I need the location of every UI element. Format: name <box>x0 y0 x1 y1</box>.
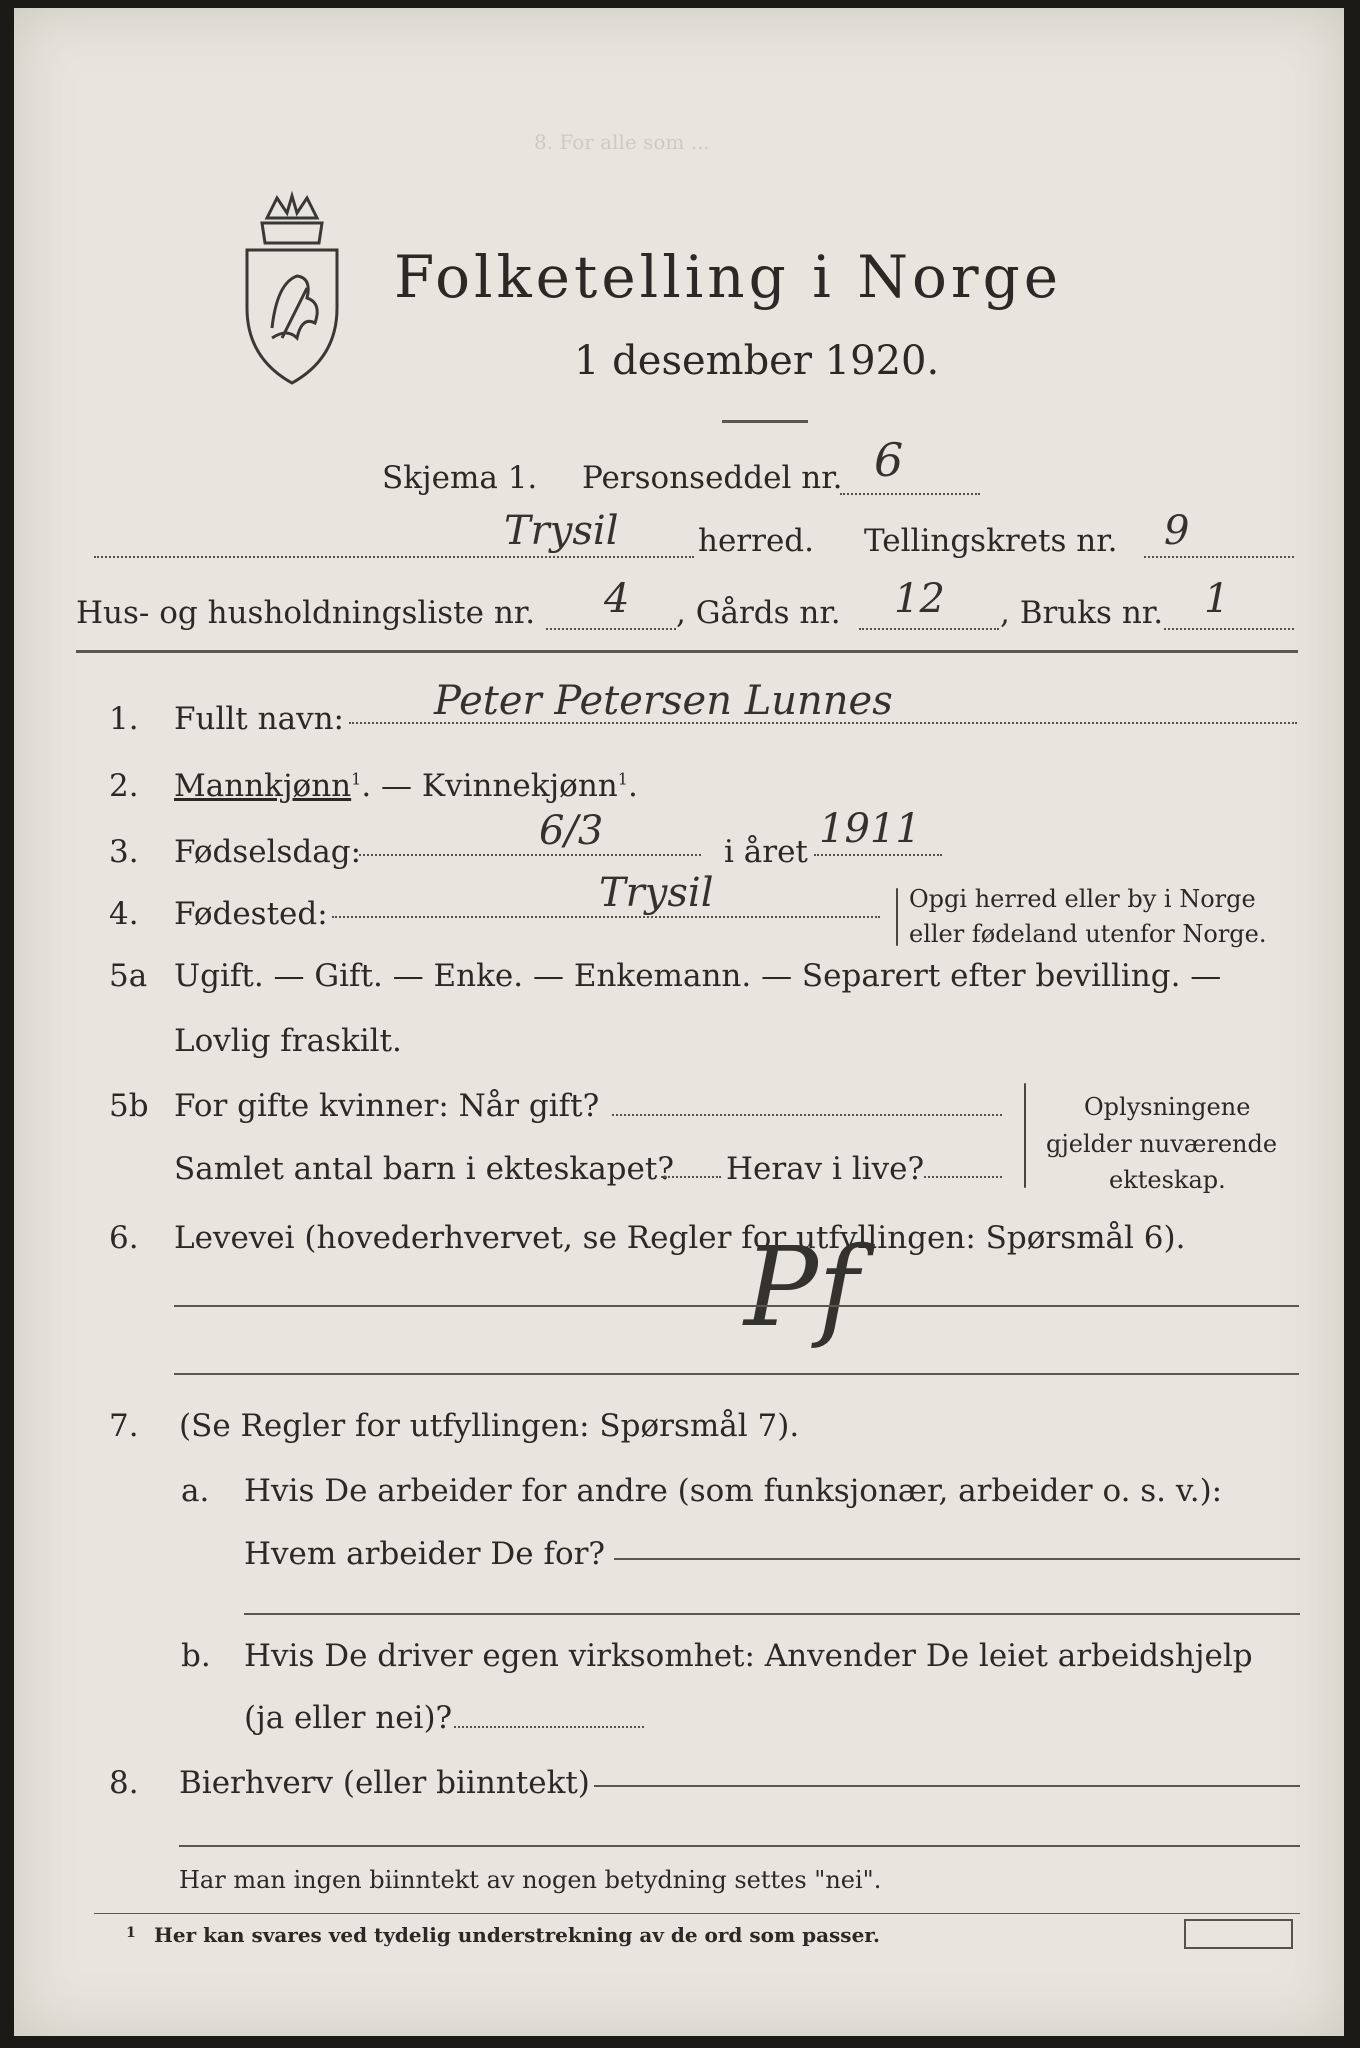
birthplace-note-line1: Opgi herred eller by i Norge <box>909 885 1256 913</box>
mannkjonn-option-underlined: Mannkjønn <box>174 768 352 804</box>
birthplace-value: Trysil <box>599 870 714 916</box>
hus-label: Hus- og husholdningsliste nr. <box>76 595 536 631</box>
tellingskrets-dotted-line <box>1144 556 1294 558</box>
birth-year-value: 1911 <box>819 806 921 852</box>
birthplace-note-line2: eller fødeland utenfor Norge. <box>909 920 1267 948</box>
birthdate-label: Fødselsdag: <box>174 834 362 870</box>
side-income-line-2 <box>179 1845 1300 1847</box>
birth-year-dotted-line <box>814 854 942 856</box>
full-name-value: Peter Petersen Lunnes <box>434 678 893 724</box>
employer-line-1 <box>614 1558 1300 1560</box>
sex-options: Mannkjønn$^1$. — Kvinnekjønn$^1$. <box>174 768 638 804</box>
kvinnekjonn-option: . — Kvinnekjønn <box>361 768 618 804</box>
title-divider <box>722 420 808 423</box>
hus-value: 4 <box>604 576 630 622</box>
birthplace-note-brace <box>896 888 898 946</box>
form-title: Folketelling i Norge <box>394 243 1063 311</box>
own-business-label: Hvis De driver egen virksomhet: Anvender De leiet arbeidshjelp <box>244 1638 1253 1674</box>
field-7b-letter: b. <box>181 1638 211 1674</box>
bleed-through-text: 8. For alle som ... <box>534 130 710 154</box>
occupation-value: Pf <box>744 1223 859 1351</box>
employer-label: Hvem arbeider De for? <box>244 1536 606 1572</box>
personseddel-value: 6 <box>874 433 904 487</box>
birthplace-dotted-line <box>332 916 880 918</box>
footnote-text: Her kan svares ved tydelig understrekning av de ord som passer. <box>154 1923 880 1947</box>
works-for-others-label: Hvis De arbeider for andre (som funksjonær, arbeider o. s. v.): <box>244 1473 1223 1509</box>
herred-dotted-line <box>94 556 694 558</box>
marital-status-options-cont: Lovlig fraskilt. <box>174 1023 402 1059</box>
gards-value: 12 <box>894 576 945 622</box>
field-5a-number: 5a <box>109 958 148 994</box>
field-1-number: 1. <box>109 701 139 737</box>
full-name-dotted-line <box>349 722 1297 724</box>
side-income-label: Bierhverv (eller biinntekt) <box>179 1765 590 1801</box>
children-total-dotted-line <box>661 1176 721 1178</box>
gards-label: , Gårds nr. <box>676 595 841 631</box>
occupation-label: Levevei (hovederhvervet, se Regler for utfyllingen: Spørsmål 6). <box>174 1220 1186 1256</box>
marriage-note-line3: ekteskap. <box>1109 1166 1226 1194</box>
full-name-label: Fullt navn: <box>174 701 344 737</box>
field-3-number: 3. <box>109 834 139 870</box>
tellingskrets-label: Tellingskrets nr. <box>864 523 1118 559</box>
children-alive-label: Herav i live? <box>726 1151 925 1187</box>
herred-value: Trysil <box>504 508 619 554</box>
side-income-line-1 <box>594 1785 1300 1787</box>
field-7-number: 7. <box>109 1408 139 1444</box>
personseddel-label: Personseddel nr. <box>582 460 843 496</box>
marriage-note-line2: gjelder nuværende <box>1046 1130 1278 1158</box>
norway-coat-of-arms-icon <box>227 188 357 388</box>
hired-help-dotted-line <box>454 1726 644 1728</box>
census-date: 1 desember 1920. <box>574 338 940 384</box>
occupation-line-1 <box>174 1305 1299 1307</box>
birth-year-label: i året <box>724 834 808 870</box>
marriage-note-brace <box>1024 1083 1026 1188</box>
herred-label: herred. <box>698 523 814 559</box>
birthdate-dotted-line <box>359 854 701 856</box>
personseddel-dotted-line <box>840 493 980 495</box>
children-total-label: Samlet antal barn i ekteskapet? <box>174 1151 674 1187</box>
skjema-label: Skjema 1. <box>382 460 538 496</box>
birthdate-value: 6/3 <box>539 808 604 854</box>
occupation-line-2 <box>174 1373 1299 1375</box>
field-2-number: 2. <box>109 768 139 804</box>
field-5b-number: 5b <box>109 1088 149 1124</box>
tellingskrets-value: 9 <box>1164 508 1190 554</box>
hus-dotted-line <box>546 628 676 630</box>
bruks-value: 1 <box>1204 576 1230 622</box>
bruks-label: , Bruks nr. <box>1000 595 1164 631</box>
hired-help-label: (ja eller nei)? <box>244 1700 453 1736</box>
field-4-number: 4. <box>109 896 139 932</box>
birthplace-label: Fødested: <box>174 896 328 932</box>
field-7a-letter: a. <box>181 1473 210 1509</box>
marital-status-options: Ugift. — Gift. — Enke. — Enkemann. — Separert efter bevilling. — <box>174 958 1222 994</box>
field-6-number: 6. <box>109 1220 139 1256</box>
no-income-instruction: Har man ingen biinntekt av nogen betydning settes "nei". <box>179 1866 882 1894</box>
gards-dotted-line <box>859 628 999 630</box>
children-alive-dotted-line <box>924 1176 1002 1178</box>
census-form-sheet <box>14 8 1344 2036</box>
footnote-marker: 1 <box>126 1925 136 1941</box>
bruks-dotted-line <box>1164 628 1294 630</box>
footnote-separator <box>94 1913 1300 1914</box>
printer-stamp <box>1184 1919 1293 1949</box>
field-8-number: 8. <box>109 1765 139 1801</box>
married-when-dotted-line <box>612 1114 1002 1116</box>
employment-header: (Se Regler for utfyllingen: Spørsmål 7). <box>179 1408 800 1444</box>
header-separator <box>76 650 1298 653</box>
employer-line-2 <box>244 1613 1300 1615</box>
marriage-note-line1: Oplysningene <box>1084 1093 1251 1121</box>
married-women-when-label: For gifte kvinner: Når gift? <box>174 1088 600 1124</box>
